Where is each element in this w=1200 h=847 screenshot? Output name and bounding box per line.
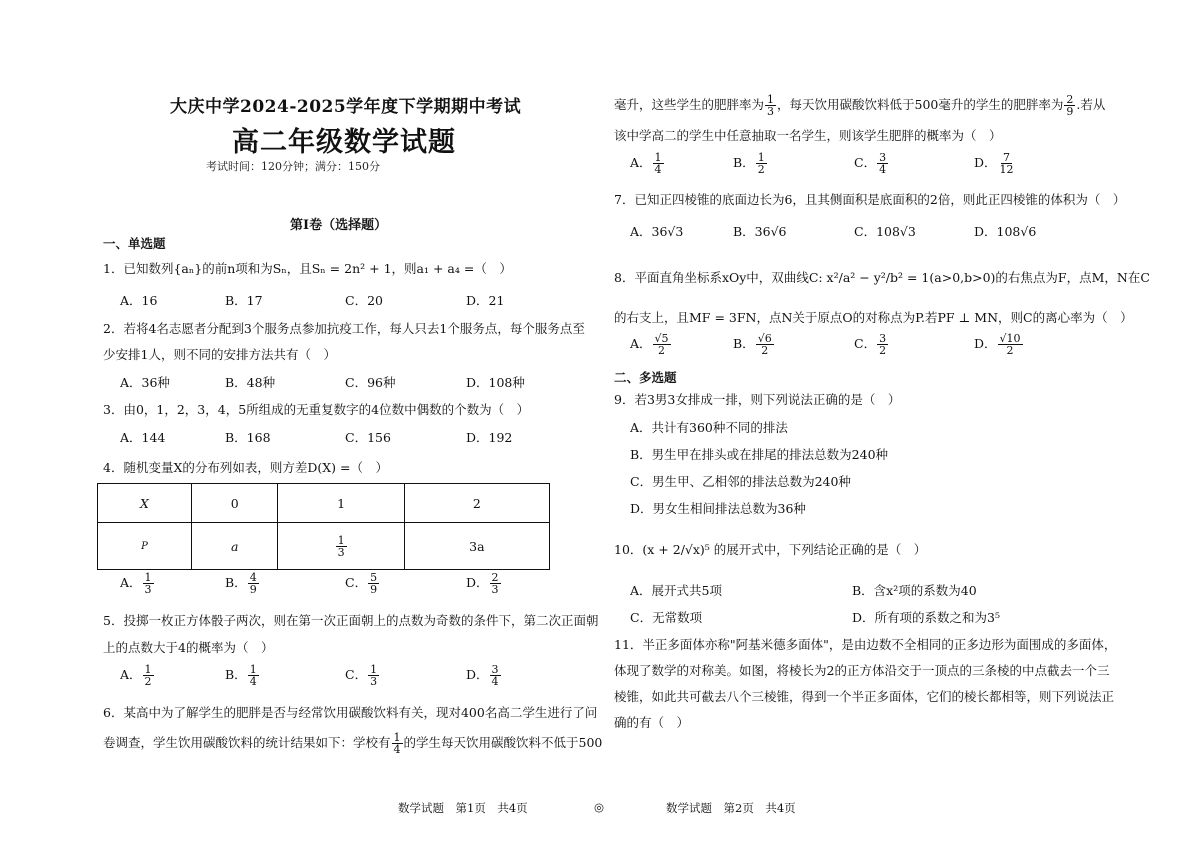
q3-option-b: B．168	[225, 430, 271, 445]
q2-option-d: D．108种	[466, 375, 525, 390]
q7-option-d: D．108√6	[974, 224, 1037, 239]
q8-line2: 的右支上，且MF = 3FN，点N关于原点O的对称点为P.若PF ⊥ MN，则C的离心率为（ ）	[614, 310, 1133, 325]
q11-line4: 确的有（ ）	[614, 715, 690, 730]
q6-option-d: D． $\frac{7}{12}$	[974, 151, 1014, 176]
footer-left-page: 数学试题 第1页 共4页	[398, 801, 528, 815]
q4-option-c: C． $\frac{5}{9}$	[345, 571, 378, 596]
q11-line3: 棱锥，如此共可截去八个三棱锥，得到一个半正多面体，它们的棱长都相等，则下列说法正	[614, 689, 1115, 704]
q9-option-c: C．男生甲、乙相邻的排法总数为240种	[630, 474, 851, 489]
q10-option-a: A．展开式共5项	[630, 583, 722, 598]
q5-line2: 上的点数大于4的概率为（ ）	[103, 640, 274, 655]
q7-option-a: A．36√3	[630, 224, 684, 239]
table-cell: a	[191, 523, 277, 570]
q8-option-c: C． $\frac{3}{2}$	[854, 332, 887, 357]
part2-title: 二、多选题	[614, 370, 677, 385]
q6-option-a: A． $\frac{1}{4}$	[630, 151, 662, 176]
q5-option-d: D． $\frac{3}{4}$	[466, 663, 499, 688]
table-cell: 2	[404, 484, 549, 523]
q9-option-d: D．男女生相间排法总数为36种	[630, 501, 806, 516]
table-row	[98, 523, 550, 570]
q6-line3: 毫升，这些学生的肥胖率为 $\frac{1}{3}$ ，每天饮用碳酸饮料低于500毫升的学生的肥胖率为 $\frac{2}{9}$ .若从	[614, 93, 1106, 118]
part1-title: 一、单选题	[103, 236, 166, 251]
q2-option-b: B．48种	[225, 375, 276, 390]
q10-option-d: D．所有项的系数之和为3⁵	[852, 610, 1000, 625]
q8-line1: 8．平面直角坐标系xOy中，双曲线C: x²/a² − y²/b² = 1(a>0,b>0)的右焦点为F，点M，N在C	[614, 270, 1150, 285]
q4-stem: 4．随机变量X的分布列如表，则方差D(X) =（ ）	[103, 460, 388, 475]
q2-line2: 少安排1人，则不同的安排方法共有（ ）	[103, 347, 336, 362]
q3-option-d: D．192	[466, 430, 513, 445]
school-title: 大庆中学2024-2025学年度下学期期中考试	[170, 97, 522, 117]
q9-stem: 9．若3男3女排成一排，则下列说法正确的是（ ）	[614, 392, 901, 407]
q8-option-d: D． $\frac{√10}{2}$	[974, 332, 1021, 357]
q6-option-b: B． $\frac{1}{2}$	[733, 151, 765, 176]
q3-option-a: A．144	[120, 430, 166, 445]
table-cell: P	[98, 523, 192, 570]
footer-center-mark: ◎	[594, 800, 605, 814]
q7-option-c: C．108√3	[854, 224, 916, 239]
q3-option-c: C．156	[345, 430, 391, 445]
q5-option-a: A． $\frac{1}{2}$	[120, 663, 152, 688]
table-cell: X	[98, 484, 192, 523]
q10-option-c: C．无常数项	[630, 610, 703, 625]
footer-right-page: 数学试题 第2页 共4页	[666, 801, 796, 815]
q6-line1: 6．某高中为了解学生的肥胖是否与经常饮用碳酸饮料有关，现对400名高二学生进行了问	[103, 705, 598, 720]
q7-option-b: B．36√6	[733, 224, 787, 239]
table-cell: $\frac{1}{3}$	[278, 523, 404, 570]
q1-option-d: D．21	[466, 293, 505, 308]
q11-line2: 体现了数学的对称美。如图，将棱长为2的正方体沿交于一顶点的三条棱的中点截去一个三	[614, 663, 1110, 678]
q2-line1: 2．若将4名志愿者分配到3个服务点参加抗疫工作，每人只去1个服务点，每个服务点至	[103, 321, 585, 336]
exam-title: 高二年级数学试题	[232, 127, 456, 158]
q7-stem: 7．已知正四棱锥的底面边长为6，且其侧面积是底面积的2倍，则此正四棱锥的体积为（ ）	[614, 192, 1126, 207]
q9-option-a: A．共计有360种不同的排法	[630, 420, 788, 435]
q5-line1: 5．投掷一枚正方体骰子两次，则在第一次正面朝上的点数为奇数的条件下，第二次正面朝	[103, 613, 599, 628]
q5-option-b: B． $\frac{1}{4}$	[225, 663, 257, 688]
exam-meta: 考试时间：120分钟；满分：150分	[206, 160, 380, 173]
q4-option-b: B． $\frac{4}{9}$	[225, 571, 257, 596]
q10-stem: 10．(x + 2/√x)⁵ 的展开式中，下列结论正确的是（ ）	[614, 542, 927, 557]
section-title: 第Ⅰ卷（选择题）	[290, 218, 388, 233]
table-cell: 3a	[404, 523, 549, 570]
q8-option-b: B． $\frac{√6}{2}$	[733, 332, 772, 357]
q11-line1: 11．半正多面体亦称"阿基米德多面体"，是由边数不全相同的正多边形为面围成的多面体，	[614, 637, 1117, 652]
q2-option-c: C．96种	[345, 375, 396, 390]
q5-option-c: C． $\frac{1}{3}$	[345, 663, 378, 688]
q1-option-a: A．16	[120, 293, 158, 308]
q1-option-b: B．17	[225, 293, 263, 308]
q4-option-a: A． $\frac{1}{3}$	[120, 571, 152, 596]
q9-option-b: B．男生甲在排头或在排尾的排法总数为240种	[630, 447, 889, 462]
table-cell: 1	[278, 484, 404, 523]
q1-option-c: C．20	[345, 293, 383, 308]
table-row	[98, 484, 550, 523]
q6-line2: 卷调查，学生饮用碳酸饮料的统计结果如下：学校有 $\frac{1}{4}$ 的学生每天饮用碳酸饮料不低于500	[103, 731, 603, 756]
q3-stem: 3．由0，1，2，3，4，5所组成的无重复数字的4位数中偶数的个数为（ ）	[103, 402, 530, 417]
q8-option-a: A． $\frac{√5}{2}$	[630, 332, 669, 357]
q4-option-d: D． $\frac{2}{3}$	[466, 571, 499, 596]
distribution-table	[97, 483, 550, 570]
q6-option-c: C． $\frac{3}{4}$	[854, 151, 887, 176]
q6-line4: 该中学高二的学生中任意抽取一名学生，则该学生肥胖的概率为（ ）	[614, 128, 1002, 143]
q1-stem: 1．已知数列{aₙ}的前n项和为Sₙ，且Sₙ = 2n² + 1，则a₁ + a₄ =（ ）	[103, 261, 512, 276]
table-cell: 0	[191, 484, 277, 523]
q10-option-b: B．含x²项的系数为40	[852, 583, 977, 598]
q2-option-a: A．36种	[120, 375, 170, 390]
